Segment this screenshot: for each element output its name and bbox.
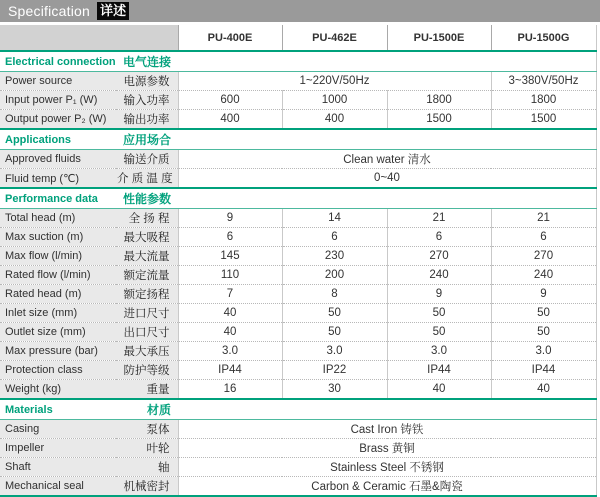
spec-value-cell: 9 <box>387 285 491 304</box>
spec-row <box>0 169 596 189</box>
row-label-cn: 介 质 温 度 <box>116 169 178 189</box>
spec-value-cell: 9 <box>178 209 282 228</box>
spec-value-cell: 14 <box>282 209 387 228</box>
spec-value-cell: 1500 <box>491 110 596 130</box>
section-title-en: Performance data <box>0 188 116 209</box>
spec-value-cell: 21 <box>491 209 596 228</box>
spec-row <box>0 110 596 130</box>
row-label-en: Fluid temp (℃) <box>0 169 116 189</box>
spec-row <box>0 247 596 266</box>
spec-value-cell: 1000 <box>282 91 387 110</box>
spec-value-cell: 240 <box>491 266 596 285</box>
spec-row <box>0 91 596 110</box>
spec-value-cell: IP22 <box>282 361 387 380</box>
page-title-cn-badge: 详述 <box>97 2 129 20</box>
spec-value-cell: 1500 <box>387 110 491 130</box>
row-label-cn: 防护等级 <box>116 361 178 380</box>
section-title-cn: 电气连接 <box>116 51 178 72</box>
spec-row <box>0 380 596 400</box>
row-label-cn: 叶轮 <box>116 439 178 458</box>
spec-value-cell: 9 <box>491 285 596 304</box>
row-label-en: Power source <box>0 72 116 91</box>
row-label-cn: 额定扬程 <box>116 285 178 304</box>
spec-row <box>0 342 596 361</box>
spec-value-cell: 40 <box>178 304 282 323</box>
spec-value-cell: 3.0 <box>178 342 282 361</box>
spec-value-cell: 50 <box>387 304 491 323</box>
spec-value-cell: 16 <box>178 380 282 400</box>
spec-value-cell: Stainless Steel 不锈钢 <box>178 458 596 477</box>
row-label-en: Max flow (l/min) <box>0 247 116 266</box>
spec-value-cell: 400 <box>282 110 387 130</box>
spec-value-cell: Clean water 清水 <box>178 150 596 169</box>
row-label-cn: 输入功率 <box>116 91 178 110</box>
spec-value-cell: Cast Iron 铸铁 <box>178 420 596 439</box>
spec-row <box>0 361 596 380</box>
spec-row <box>0 323 596 342</box>
row-label-en: Max suction (m) <box>0 228 116 247</box>
spec-value-cell: 40 <box>178 323 282 342</box>
row-label-en: Casing <box>0 420 116 439</box>
spec-value-cell: 30 <box>282 380 387 400</box>
row-label-cn: 输送介质 <box>116 150 178 169</box>
spec-value-cell: 50 <box>282 304 387 323</box>
spec-row <box>0 72 596 91</box>
spec-value-cell: 270 <box>491 247 596 266</box>
row-label-cn: 泵体 <box>116 420 178 439</box>
spec-value-cell: 40 <box>491 380 596 400</box>
column-header-pu-1500e: PU-1500E <box>387 25 491 51</box>
spec-value-cell: 50 <box>387 323 491 342</box>
spec-value-cell: 1800 <box>491 91 596 110</box>
row-label-cn: 电源参数 <box>116 72 178 91</box>
spec-value-cell: 40 <box>387 380 491 400</box>
spec-value-cell: 600 <box>178 91 282 110</box>
spec-value-cell: Carbon & Ceramic 石墨&陶瓷 <box>178 477 596 497</box>
section-header-row <box>0 51 596 72</box>
section-title-cn: 性能参数 <box>116 188 178 209</box>
spec-value-cell: 50 <box>491 304 596 323</box>
spec-value-cell: 270 <box>387 247 491 266</box>
spec-table <box>0 25 597 497</box>
section-title-cn: 应用场合 <box>116 129 178 150</box>
model-header-row <box>0 25 596 51</box>
row-label-cn: 最大流量 <box>116 247 178 266</box>
row-label-cn: 进口尺寸 <box>116 304 178 323</box>
column-header-pu-462e: PU-462E <box>282 25 387 51</box>
spec-value-cell: 230 <box>282 247 387 266</box>
column-header-pu-400e: PU-400E <box>178 25 282 51</box>
spec-value-cell: 21 <box>387 209 491 228</box>
spec-value-cell: 400 <box>178 110 282 130</box>
spec-value-cell: 145 <box>178 247 282 266</box>
spec-value-cell: 1800 <box>387 91 491 110</box>
spec-value-cell: 110 <box>178 266 282 285</box>
spec-value-cell: 240 <box>387 266 491 285</box>
row-label-cn: 全 扬 程 <box>116 209 178 228</box>
row-label-en: Impeller <box>0 439 116 458</box>
column-header-pu-1500g: PU-1500G <box>491 25 596 51</box>
row-label-en: Inlet size (mm) <box>0 304 116 323</box>
spec-value-cell: 1~220V/50Hz <box>178 72 491 91</box>
row-label-en: Total head (m) <box>0 209 116 228</box>
row-label-en: Approved fluids <box>0 150 116 169</box>
section-title-en: Materials <box>0 399 116 420</box>
title-bar <box>0 0 600 22</box>
row-label-cn: 输出功率 <box>116 110 178 130</box>
spec-value-cell: 6 <box>387 228 491 247</box>
row-label-en: Output power P₂ (W) <box>0 110 116 130</box>
spec-value-cell: 50 <box>282 323 387 342</box>
spec-value-cell: 6 <box>491 228 596 247</box>
spec-value-cell: 6 <box>178 228 282 247</box>
row-label-cn: 额定流量 <box>116 266 178 285</box>
row-label-en: Mechanical seal <box>0 477 116 497</box>
row-label-en: Max pressure (bar) <box>0 342 116 361</box>
spec-row <box>0 150 596 169</box>
row-label-cn: 重量 <box>116 380 178 400</box>
row-label-cn: 轴 <box>116 458 178 477</box>
spec-row <box>0 285 596 304</box>
spec-row <box>0 266 596 285</box>
row-label-en: Protection class <box>0 361 116 380</box>
spec-value-cell: 50 <box>491 323 596 342</box>
row-label-en: Rated flow (l/min) <box>0 266 116 285</box>
spec-value-cell: 6 <box>282 228 387 247</box>
section-title-cn: 材质 <box>116 399 178 420</box>
section-title-en: Electrical connection <box>0 51 116 72</box>
spec-value-cell: IP44 <box>491 361 596 380</box>
spec-value-cell: 7 <box>178 285 282 304</box>
spec-value-cell: 3.0 <box>387 342 491 361</box>
row-label-en: Shaft <box>0 458 116 477</box>
spec-value-cell: Brass 黄铜 <box>178 439 596 458</box>
section-header-row <box>0 129 596 150</box>
row-label-en: Input power P₁ (W) <box>0 91 116 110</box>
row-label-cn: 最大承压 <box>116 342 178 361</box>
spec-row <box>0 439 596 458</box>
page-title: Specification <box>8 3 90 19</box>
header-corner <box>0 25 178 51</box>
section-filler <box>178 129 596 150</box>
section-header-row <box>0 188 596 209</box>
spec-row <box>0 209 596 228</box>
spec-value-cell: 3.0 <box>282 342 387 361</box>
spec-row <box>0 477 596 497</box>
spec-value-cell: 3~380V/50Hz <box>491 72 596 91</box>
section-filler <box>178 51 596 72</box>
spec-value-cell: 200 <box>282 266 387 285</box>
spec-value-cell: 0~40 <box>178 169 596 189</box>
row-label-en: Weight (kg) <box>0 380 116 400</box>
row-label-en: Outlet size (mm) <box>0 323 116 342</box>
row-label-cn: 机械密封 <box>116 477 178 497</box>
spec-value-cell: 8 <box>282 285 387 304</box>
section-filler <box>178 399 596 420</box>
spec-value-cell: IP44 <box>178 361 282 380</box>
row-label-cn: 出口尺寸 <box>116 323 178 342</box>
section-header-row <box>0 399 596 420</box>
spec-value-cell: IP44 <box>387 361 491 380</box>
spec-value-cell: 3.0 <box>491 342 596 361</box>
spec-row <box>0 458 596 477</box>
spec-row <box>0 228 596 247</box>
row-label-cn: 最大吸程 <box>116 228 178 247</box>
section-title-en: Applications <box>0 129 116 150</box>
section-filler <box>178 188 596 209</box>
spec-row <box>0 304 596 323</box>
row-label-en: Rated head (m) <box>0 285 116 304</box>
spec-table-body <box>0 51 596 496</box>
spec-row <box>0 420 596 439</box>
